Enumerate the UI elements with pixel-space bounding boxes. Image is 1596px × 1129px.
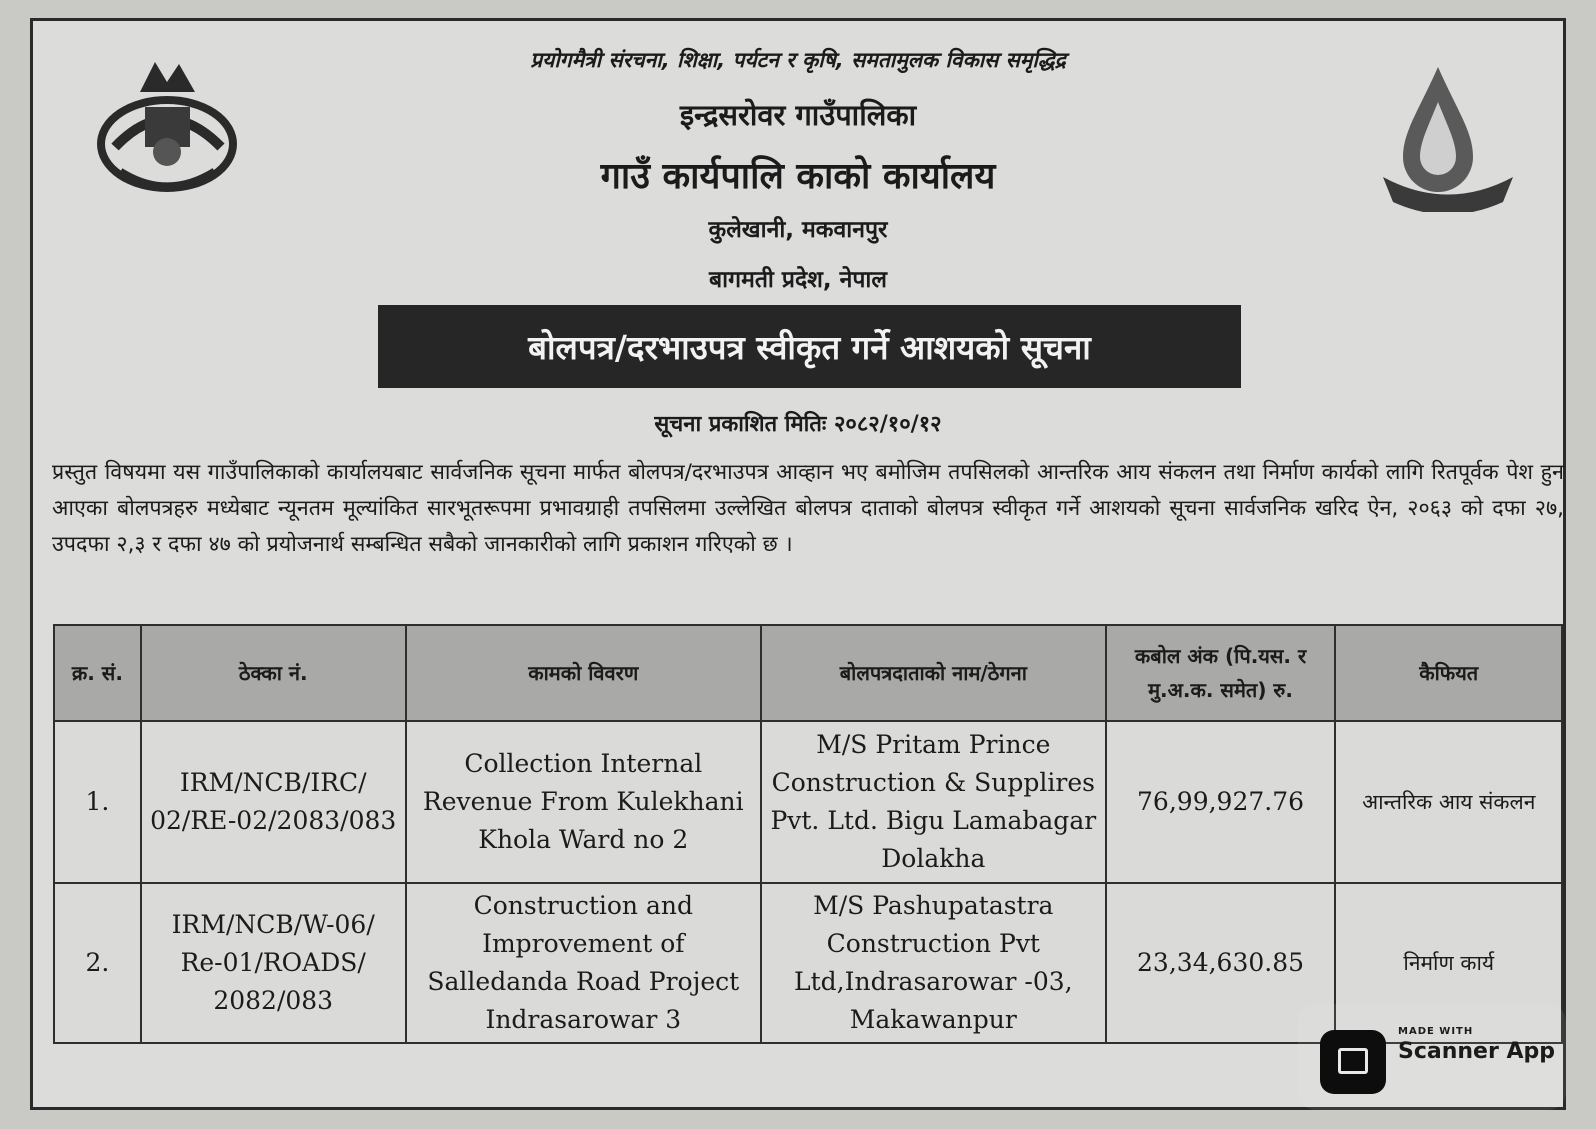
cell-remarks: आन्तरिक आय संकलन xyxy=(1335,721,1562,883)
cell-sn: 1. xyxy=(54,721,141,883)
header-contract-no: ठेक्का नं. xyxy=(141,625,406,721)
slogan: प्रयोगमैत्री संरचना, शिक्षा, पर्यटन र कृषि, समतामुलक विकास समृद्धिद्र xyxy=(530,48,1066,72)
watermark-made-with: MADE WITH xyxy=(1398,1026,1474,1037)
address-line-2: बागमती प्रदेश, नेपाल xyxy=(709,267,887,293)
tender-table xyxy=(53,624,1563,1044)
cell-amount: 76,99,927.76 xyxy=(1106,721,1336,883)
municipality-name: इन्द्रसरोवर गाउँपालिका xyxy=(679,98,917,132)
address-line-1: कुलेखानी, मकवानपुर xyxy=(708,217,888,243)
cell-sn: 2. xyxy=(54,883,141,1043)
header-sn: क्र. सं. xyxy=(54,625,141,721)
published-date: सूचना प्रकाशित मितिः २०८२/१०/१२ xyxy=(654,412,942,437)
cell-description: Collection Internal Revenue From Kulekhani Khola Ward no 2 xyxy=(406,721,761,883)
header-description: कामको विवरण xyxy=(406,625,761,721)
office-name: गाउँ कार्यपालि काको कार्यालय xyxy=(600,156,996,197)
notice-title: बोलपत्र/दरभाउपत्र स्वीकृत गर्ने आशयको सूचना xyxy=(378,305,1241,388)
watermark-app-name: Scanner App xyxy=(1398,1039,1556,1064)
header-amount: कबोल अंक (पि.यस. र मु.अ.क. समेत) रु. xyxy=(1106,625,1336,721)
table-row xyxy=(54,721,1562,883)
cell-bidder: M/S Pritam Prince Construction & Supplires Pvt. Ltd. Bigu Lamabagar Dolakha xyxy=(761,721,1106,883)
scanner-app-icon xyxy=(1320,1030,1386,1094)
header-remarks: कैफियत xyxy=(1335,625,1562,721)
table-header-row xyxy=(54,625,1562,721)
cell-contract-no: IRM/NCB/IRC/ 02/RE-02/2083/083 xyxy=(141,721,406,883)
cell-description: Construction and Improvement of Salledanda Road Project Indrasarowar 3 xyxy=(406,883,761,1043)
cell-amount: 23,34,630.85 xyxy=(1106,883,1336,1043)
cell-remarks: निर्माण कार्य xyxy=(1335,883,1562,1043)
cell-contract-no: IRM/NCB/W-06/ Re-01/ROADS/ 2082/083 xyxy=(141,883,406,1043)
cell-bidder: M/S Pashupatastra Construction Pvt Ltd,Indrasarowar -03, Makawanpur xyxy=(761,883,1106,1043)
notice-body: प्रस्तुत विषयमा यस गाउँपालिकाको कार्यालयबाट सार्वजनिक सूचना मार्फत बोलपत्र/दरभाउपत्र आव्हान भए बमोजिम तपसिलको आन्तरिक आय संकलन तथा निर्माण कार्यको लागि रितपूर्वक पेश हुन आएका बोलपत्रहरु मध्येबाट न्यूनतम मूल्यांकित सारभूतरूपमा प्रभावग्राही तपसिलमा उल्लेखित बोलपत्र दाताको बोलपत्र स्वीकृत गर्ने आशयको सूचना सार्वजनिक खरिद ऐन, २०६३ को दफा २७, उपदफा २,३ र दफा ४७ को प्रयोजनार्थ सम्बन्धित सबैको जानकारीको लागि प्रकाशन गरिएको छ । xyxy=(52,460,1564,557)
header-bidder: बोलपत्रदाताको नाम/ठेगना xyxy=(761,625,1106,721)
